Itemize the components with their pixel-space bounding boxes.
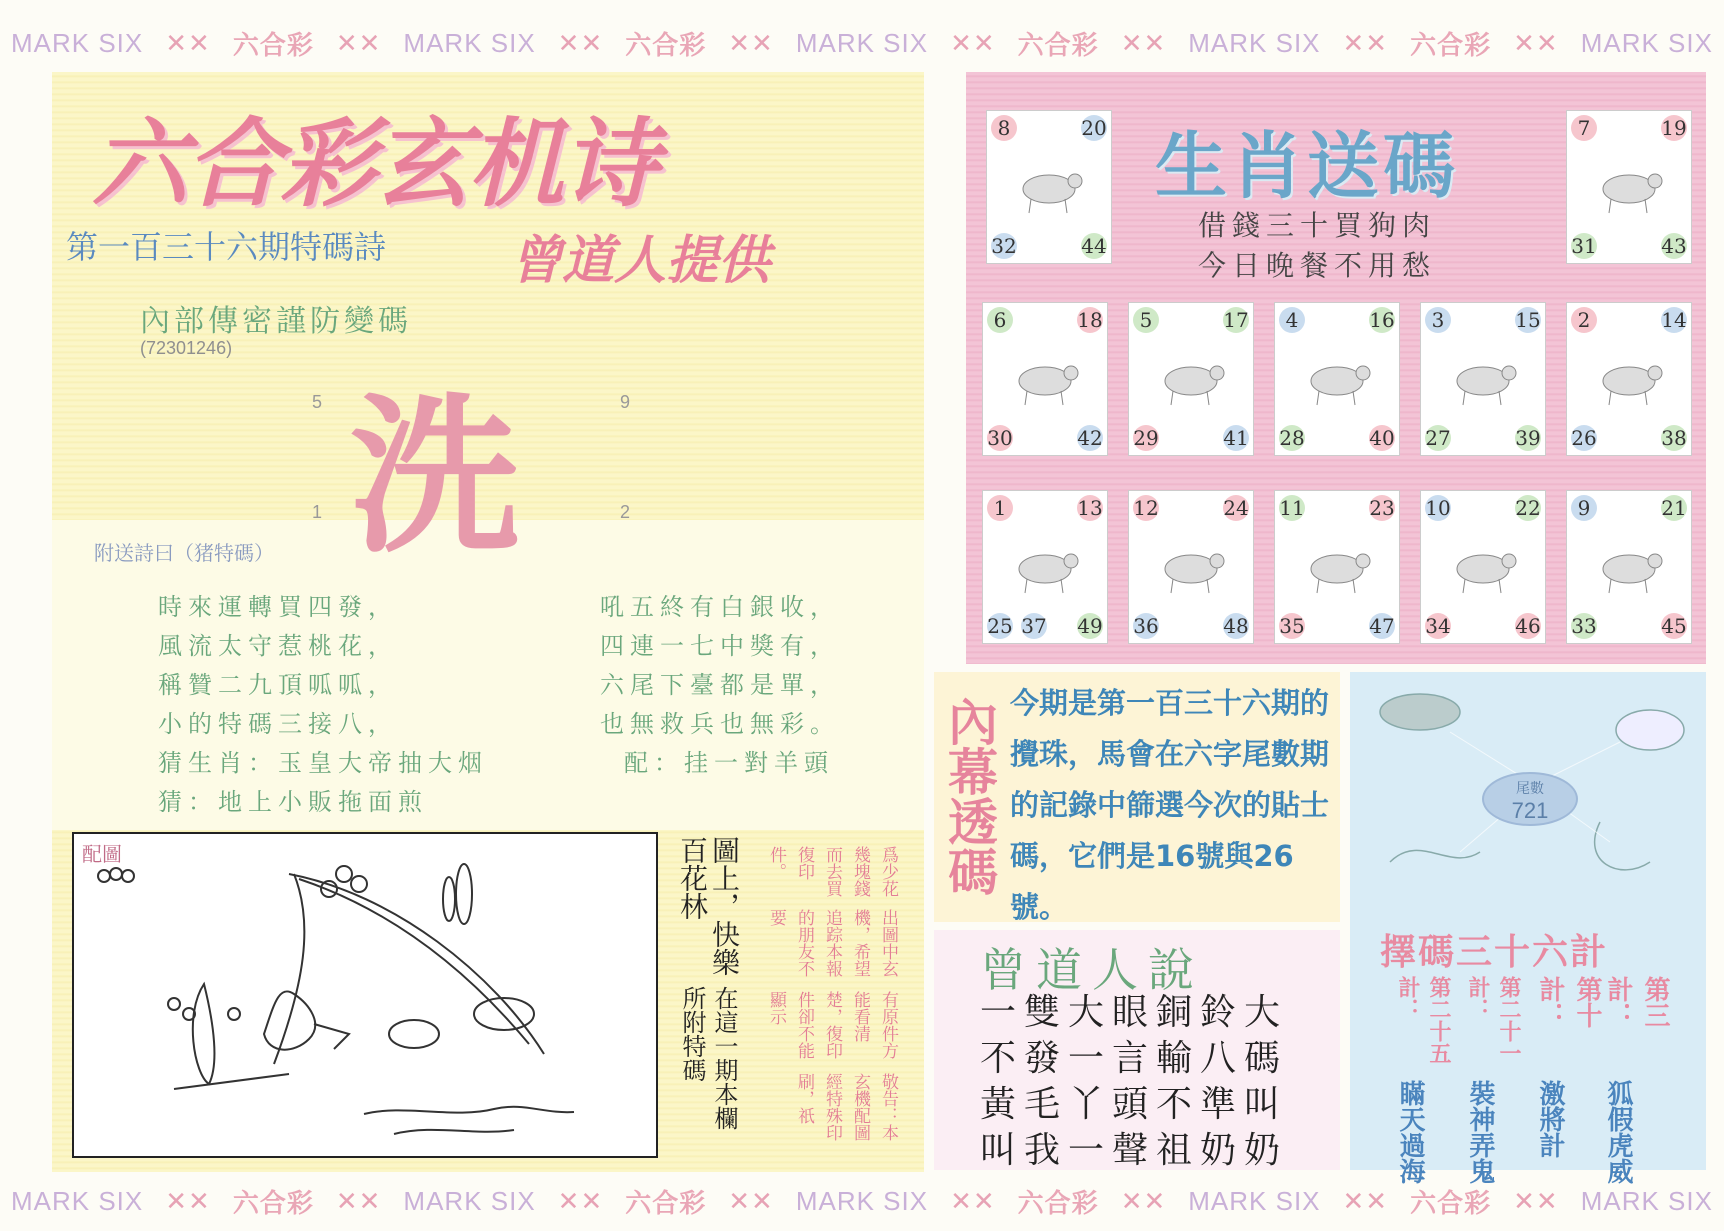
tail-value: 721 (1511, 798, 1549, 823)
poem-line: 六尾下臺都是單， (600, 671, 840, 699)
number-ball: 12 (1133, 496, 1159, 520)
caption-line: 在這一期本欄所附特碼 (678, 985, 738, 1130)
number-ball: 45 (1661, 614, 1687, 638)
saying-line: 不發一言輸八碼 (980, 1038, 1289, 1079)
number-ball: 24 (1223, 496, 1249, 520)
number-ball: 32 (991, 234, 1017, 258)
number-ball: 44 (1081, 234, 1107, 258)
number-ball: 23 (1369, 496, 1395, 520)
rabbit-icon (1151, 343, 1231, 413)
ox-icon (1589, 151, 1669, 221)
number-ball: 21 (1661, 496, 1687, 520)
zodiac-card-rat (986, 110, 1112, 264)
number-ball: 30 (987, 426, 1013, 450)
strategy-name: 瞞天過海 (1395, 1080, 1425, 1184)
number-ball: 10 (1425, 496, 1451, 520)
number-ball: 49 (1077, 614, 1103, 638)
number-ball: 29 (1133, 426, 1159, 450)
number-ball: 14 (1661, 308, 1687, 332)
number-ball: 20 (1081, 116, 1107, 140)
notice-text (762, 846, 902, 1146)
inside-label: 內幕透碼 (940, 696, 998, 896)
saying-line: 一雙大眼銅鈴大 (980, 992, 1289, 1033)
strategy-head: 第二十五計： (1395, 976, 1451, 1064)
inside-text: 今期是第一百三十六期的攪珠，馬會在六字尾數期的記錄中篩選今次的貼士碼，它們是16號與26號。 (1010, 686, 1330, 924)
strategy-name: 裝神弄鬼 (1465, 1080, 1495, 1184)
poem-line: 小的特碼三接八， (158, 710, 398, 738)
saying-title: 曾道人說 (980, 943, 1204, 997)
strategy-head: 第三計： (1603, 976, 1670, 1028)
poem-left-column (158, 588, 488, 822)
zodiac-card-dog (1420, 490, 1546, 644)
corner-number: 5 (312, 392, 323, 412)
zodiac-card-pig (1566, 490, 1692, 644)
tree-bird-drawing (74, 834, 656, 1156)
goat-icon (1005, 531, 1085, 601)
zodiac-card-snake (1420, 302, 1546, 456)
number-ball: 4 (1279, 307, 1305, 333)
number-ball: 13 (1077, 496, 1103, 520)
zodiac-card-rooster (1274, 490, 1400, 644)
corner-number: 9 (620, 392, 631, 412)
number-ball: 26 (1571, 426, 1597, 450)
provider-title: 曾道人提供 (510, 231, 771, 291)
notice-line: 爲少花幾塊錢而去買復印件。 (766, 845, 898, 897)
number-ball: 27 (1425, 426, 1451, 450)
strategies-title: 擇碼三十六計 (1380, 932, 1609, 973)
strategy-name: 狐假虎威 (1603, 1080, 1633, 1184)
poem-line: 風流太守惹桃花， (158, 632, 398, 660)
number-ball: 5 (1133, 307, 1159, 333)
bottom-banner: MARK SIX ✕✕ 六合彩 ✕✕ MARK SIX ✕✕ 六合彩 ✕✕ MARK SIX ✕✕ 六合彩 ✕✕ MARK SIX ✕✕ 六合彩 ✕✕ MARK SIX (11, 1185, 1713, 1218)
number-ball: 34 (1425, 614, 1451, 638)
number-ball: 2 (1571, 307, 1597, 333)
number-ball: 3 (1425, 307, 1451, 333)
number-ball: 43 (1661, 234, 1687, 258)
page-title: 六合彩玄机诗 (92, 108, 656, 220)
caption-line: 圖上，快樂百花林 (676, 836, 741, 976)
number-ball: 48 (1223, 614, 1249, 638)
number-ball: 25 (987, 614, 1013, 638)
tiger-icon (1005, 343, 1085, 413)
poem-line: 時來運轉買四發， (158, 593, 398, 621)
strategy-name: 激將計 (1535, 1080, 1565, 1158)
poem-line: 吼五終有白銀收， (600, 593, 840, 621)
zodiac-card-goat (982, 490, 1108, 644)
number-ball: 1 (987, 495, 1013, 521)
tail-number-badge (1482, 772, 1578, 826)
poem-line: 猜生肖：玉皇大帝抽大烟 (158, 749, 488, 777)
code-number: (72301246) (140, 338, 233, 358)
rat-icon (1009, 151, 1089, 221)
zodiac-title: 生肖送碼 (1155, 124, 1460, 208)
number-ball: 35 (1279, 614, 1305, 638)
issue-title: 第一百三十六期特碼詩 (66, 228, 387, 266)
pig-icon (1589, 531, 1669, 601)
number-ball: 6 (987, 307, 1013, 333)
figure-caption (676, 836, 740, 1146)
notice-line: 敬告：本玄機配圖經特殊印刷，祇 (794, 1073, 898, 1142)
number-ball: 31 (1571, 234, 1597, 258)
number-ball: 17 (1223, 308, 1249, 332)
riddle-character: 洗 (350, 379, 521, 577)
corner-number: 1 (312, 502, 323, 522)
number-ball: 19 (1661, 116, 1687, 140)
number-ball: 37 (1021, 614, 1047, 638)
notice-line: 出圖中玄機，希望追踪本報的朋友不要 (766, 908, 898, 977)
snake-icon (1443, 343, 1523, 413)
strategy-head: 第十計： (1535, 976, 1602, 1028)
number-ball: 36 (1133, 614, 1159, 638)
number-ball: 41 (1223, 426, 1249, 450)
strategy-head: 第二十一計： (1465, 976, 1521, 1064)
number-ball: 33 (1571, 614, 1597, 638)
number-ball: 9 (1571, 495, 1597, 521)
dog-icon (1443, 531, 1523, 601)
number-ball: 28 (1279, 426, 1305, 450)
top-banner: MARK SIX ✕✕ 六合彩 ✕✕ MARK SIX ✕✕ 六合彩 ✕✕ MARK SIX ✕✕ 六合彩 ✕✕ MARK SIX ✕✕ 六合彩 ✕✕ MARK SIX (11, 27, 1713, 60)
figure-label: 配圖 (82, 842, 122, 866)
zodiac-verse-line: 借錢三十買狗肉 (1198, 209, 1437, 242)
dragon-icon (1297, 343, 1377, 413)
saying-lines (980, 990, 1288, 1174)
zodiac-verse-line: 今日晚餐不用愁 (1198, 249, 1437, 282)
poem-line: 配：挂一對羊頭 (624, 749, 834, 777)
zodiac-card-horse (1566, 302, 1692, 456)
zodiac-card-monkey (1128, 490, 1254, 644)
riddle-illustration (72, 832, 658, 1158)
zodiac-card-dragon (1274, 302, 1400, 456)
rooster-icon (1297, 531, 1377, 601)
notice-line: 有原件方能看清楚，復印件卻不能顯示 (766, 991, 898, 1060)
poem-right-column (600, 588, 840, 783)
zodiac-card-ox (1566, 110, 1692, 264)
zodiac-card-tiger (982, 302, 1108, 456)
attach-label: 附送詩曰（猪特碼） (94, 541, 274, 565)
number-ball: 46 (1515, 614, 1541, 638)
tail-label: 尾數 (1516, 780, 1544, 796)
number-ball: 11 (1279, 496, 1305, 520)
number-ball: 39 (1515, 426, 1541, 450)
saying-line: 叫我一聲祖奶奶 (980, 1130, 1289, 1171)
number-ball: 42 (1077, 426, 1103, 450)
monkey-icon (1151, 531, 1231, 601)
number-ball: 18 (1077, 308, 1103, 332)
zodiac-card-rabbit (1128, 302, 1254, 456)
horse-icon (1589, 343, 1669, 413)
warning-text: 內部傳密謹防變碼 (140, 304, 412, 339)
number-ball: 22 (1515, 496, 1541, 520)
saying-line: 黃毛丫頭不準叫 (980, 1084, 1289, 1125)
poem-line: 稱贊二九頂呱呱， (158, 671, 398, 699)
number-ball: 7 (1571, 115, 1597, 141)
corner-number: 2 (620, 502, 631, 522)
poem-line: 也無救兵也無彩。 (600, 710, 840, 738)
number-ball: 8 (991, 115, 1017, 141)
number-ball: 47 (1369, 614, 1395, 638)
poem-line: 猜：地上小販拖面煎 (158, 788, 428, 816)
number-ball: 15 (1515, 308, 1541, 332)
number-ball: 38 (1661, 426, 1687, 450)
number-ball: 40 (1369, 426, 1395, 450)
number-ball: 16 (1369, 308, 1395, 332)
poem-line: 四連一七中獎有， (600, 632, 840, 660)
